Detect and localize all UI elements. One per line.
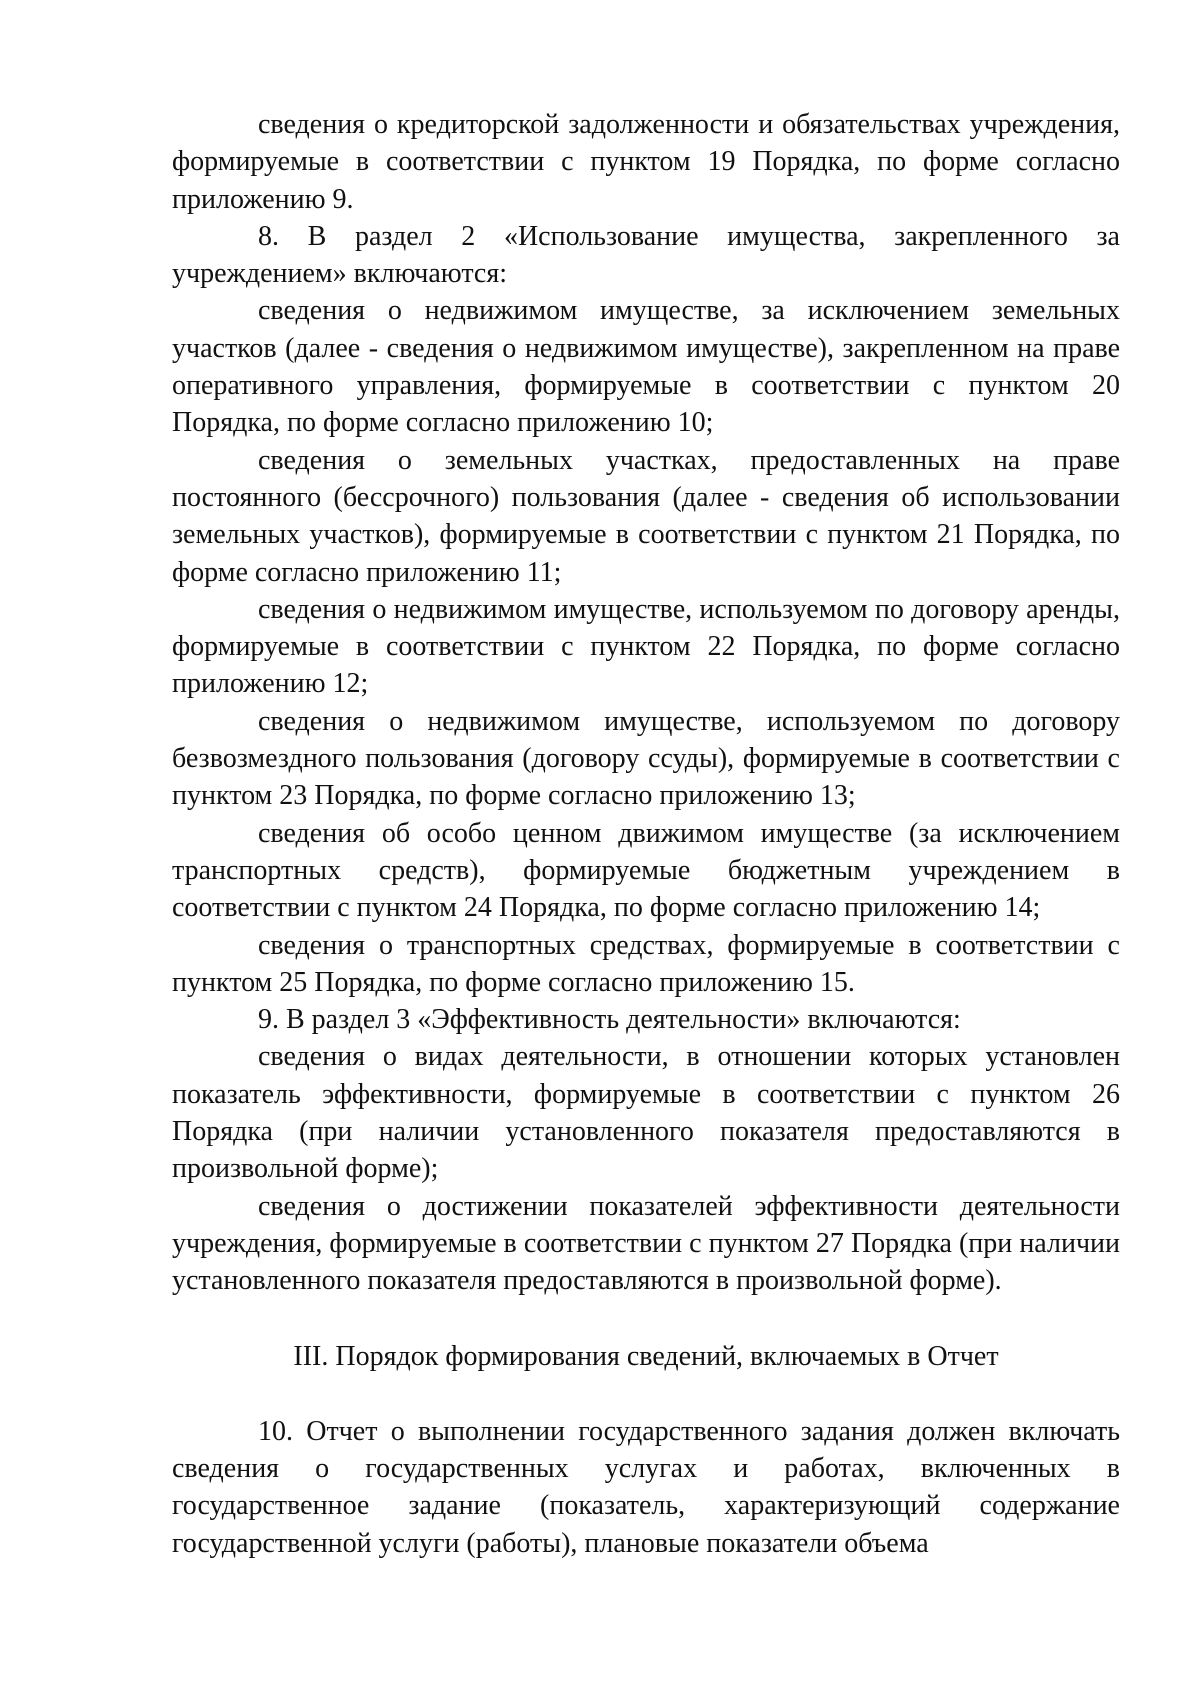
- paragraph-efficiency: сведения о достижении показателей эффективности деятельности учреждения, формируемые в соответствии с пунктом 27 Порядка (при наличии установленного показателя предоставляются в произвольной форме).: [172, 1190, 1120, 1297]
- paragraph-lease: сведения о недвижимом имуществе, используемом по договору аренды, формируемые в соответствии с пунктом 22 Порядка, по форме согласно приложению 12;: [172, 593, 1120, 700]
- paragraph-free-use: сведения о недвижимом имуществе, используемом по договору безвозмездного пользования (договору ссуды), формируемые в соответствии с пунктом 23 Порядка, по форме согласно приложению 13;: [172, 705, 1120, 812]
- paragraph-real-estate: сведения о недвижимом имуществе, за исключением земельных участков (далее - сведения о недвижимом имуществе), закрепленном на праве оперативного управления, формируемые в соответствии с пунктом 20 Порядка, по форме согласно приложению 10;: [172, 295, 1120, 439]
- paragraph-section-3-intro: 9. В раздел 3 «Эффективность деятельности» включаются:: [258, 1004, 961, 1036]
- paragraph-creditor-debt: сведения о кредиторской задолженности и обязательствах учреждения, формируемые в соответствии с пунктом 19 Порядка, по форме согласно приложению 9.: [172, 109, 1120, 215]
- paragraph-report-10: 10. Отчет о выполнении государственного задания должен включать сведения о государственных услугах и работах, включенных в государственное задание (показатель, характеризующий содержание государственной услуги (работы), плановые показатели объема: [172, 1415, 1120, 1559]
- paragraph-valuable-movable: сведения об особо ценном движимом имуществе (за исключением транспортных средств), формируемые бюджетным учреждением в соответствии с пунктом 24 Порядка, по форме согласно приложению 14;: [172, 817, 1120, 924]
- paragraph-section-2-intro: 8. В раздел 2 «Использование имущества, закрепленного за учреждением» включаются:: [172, 220, 1120, 290]
- document-page: [172, 106, 1120, 1562]
- paragraph-activity-types: сведения о видах деятельности, в отношении которых установлен показатель эффективности, формируемые в соответствии с пунктом 26 Порядка (при наличии установленного показателя предоставляются в произвольной форме);: [172, 1041, 1120, 1185]
- paragraph-land-plots: сведения о земельных участках, предоставленных на праве постоянного (бессрочного) пользования (далее - сведения об использовании земельных участков), формируемые в соответствии с пунктом 21 Порядка, по форме согласно приложению 11;: [172, 444, 1120, 588]
- section-heading: III. Порядок формирования сведений, включаемых в Отчет: [293, 1340, 999, 1372]
- paragraph-vehicles: сведения о транспортных средствах, формируемые в соответствии с пунктом 25 Порядка, по форме согласно приложению 15.: [172, 929, 1120, 998]
